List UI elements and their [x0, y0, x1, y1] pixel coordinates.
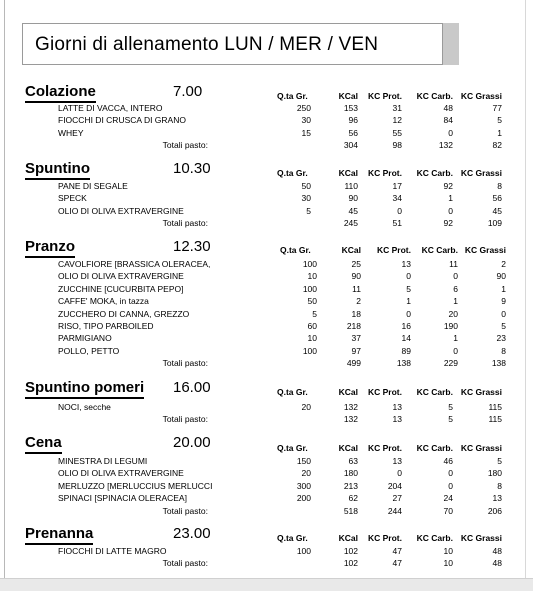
- value-cell: 11: [449, 259, 458, 269]
- value-cell: 1: [406, 296, 411, 307]
- value-cell: 92: [443, 181, 453, 191]
- food-name: FIOCCHI DI CRUSCA DI GRANO: [58, 115, 186, 126]
- meal-time: 23.00: [173, 525, 211, 542]
- food-name: OLIO DI OLIVA EXTRAVERGINE: [58, 205, 184, 216]
- column-header: Q.ta Gr.: [277, 533, 308, 543]
- value-cell: 60: [307, 321, 317, 331]
- food-name: ZUCCHINE [CUCURBITA PEPO]: [58, 283, 184, 294]
- total-cell: 70: [443, 505, 453, 516]
- value-cell: 56: [348, 127, 358, 138]
- value-cell: 97: [351, 345, 361, 356]
- value-cell: 100: [302, 345, 317, 356]
- column-header: KC Carb.: [416, 168, 453, 178]
- meal-name: Cena: [25, 434, 62, 454]
- value-cell: 110: [344, 181, 358, 191]
- value-cell: 13: [401, 259, 411, 269]
- value-cell: 18: [351, 308, 361, 319]
- value-cell: 30: [301, 193, 311, 204]
- value-cell: 56: [492, 193, 502, 204]
- food-name: WHEY: [58, 127, 84, 138]
- column-header: KCal: [341, 245, 361, 255]
- total-cell: 82: [492, 140, 502, 151]
- column-header: Q.ta Gr.: [277, 168, 308, 178]
- food-name: POLLO, PETTO: [58, 345, 120, 356]
- column-header: KC Prot.: [368, 91, 402, 101]
- value-cell: 1: [453, 296, 458, 307]
- value-cell: 2: [356, 296, 361, 307]
- meal-time: 10.30: [173, 160, 211, 177]
- meal-name: Spuntino: [25, 160, 90, 180]
- value-cell: 5: [312, 308, 317, 319]
- value-cell: 8: [497, 181, 502, 191]
- total-cell: 47: [392, 558, 402, 569]
- value-cell: 20: [301, 468, 311, 479]
- value-cell: 100: [302, 259, 317, 269]
- value-cell: 5: [406, 283, 411, 294]
- value-cell: 10: [307, 271, 317, 282]
- value-cell: 150: [296, 456, 311, 466]
- value-cell: 15: [301, 127, 311, 138]
- total-label: Totali pasto:: [162, 218, 208, 229]
- value-cell: 50: [307, 296, 317, 307]
- value-cell: 5: [501, 321, 506, 331]
- page-title: Giorni di allenamento LUN / MER / VEN: [35, 34, 379, 55]
- food-name: PANE DI SEGALE: [58, 181, 128, 191]
- total-cell: 229: [443, 358, 458, 369]
- meal-name: Prenanna: [25, 525, 93, 545]
- value-cell: 5: [497, 115, 502, 126]
- total-label: Totali pasto:: [162, 505, 208, 516]
- value-cell: 37: [351, 333, 361, 344]
- column-header: KCal: [338, 443, 358, 453]
- value-cell: 200: [296, 493, 311, 504]
- food-name: NOCI, secche: [58, 402, 111, 412]
- value-cell: 46: [443, 456, 453, 466]
- value-cell: 11: [352, 283, 361, 294]
- meal-time: 20.00: [173, 434, 211, 451]
- column-header: KC Grassi: [460, 533, 502, 543]
- value-cell: 1: [501, 283, 506, 294]
- value-cell: 0: [397, 468, 402, 479]
- value-cell: 180: [343, 468, 358, 479]
- meal-time: 12.30: [173, 238, 211, 255]
- food-name: SPECK: [58, 193, 87, 204]
- value-cell: 6: [453, 283, 458, 294]
- total-cell: 138: [491, 358, 506, 369]
- value-cell: 47: [392, 546, 402, 556]
- value-cell: 34: [392, 193, 402, 204]
- column-header: KC Carb.: [416, 91, 453, 101]
- value-cell: 218: [346, 321, 361, 331]
- food-name: MERLUZZO [MERLUCCIUS MERLUCCI: [58, 480, 213, 491]
- column-header: KCal: [338, 168, 358, 178]
- total-cell: 244: [387, 505, 402, 516]
- value-cell: 100: [302, 283, 317, 294]
- value-cell: 90: [348, 193, 358, 204]
- value-cell: 45: [348, 205, 358, 216]
- total-label: Totali pasto:: [162, 140, 208, 151]
- value-cell: 204: [387, 480, 402, 491]
- value-cell: 77: [492, 103, 502, 113]
- column-header: KC Carb.: [416, 533, 453, 543]
- page-left-border: [4, 0, 5, 590]
- total-cell: 102: [343, 558, 358, 569]
- value-cell: 5: [306, 205, 311, 216]
- value-cell: 96: [348, 115, 358, 126]
- meal-time: 7.00: [173, 83, 203, 100]
- value-cell: 0: [397, 205, 402, 216]
- value-cell: 180: [487, 468, 502, 479]
- column-header: KC Grassi: [460, 443, 502, 453]
- food-name: OLIO DI OLIVA EXTRAVERGINE: [58, 468, 184, 479]
- food-name: MINESTRA DI LEGUMI: [58, 456, 148, 466]
- column-header: KC Grassi: [460, 91, 502, 101]
- value-cell: 50: [301, 181, 311, 191]
- value-cell: 9: [501, 296, 506, 307]
- food-name: FIOCCHI DI LATTE MAGRO: [58, 546, 167, 556]
- column-header: KC Grassi: [464, 245, 506, 255]
- value-cell: 10: [443, 546, 453, 556]
- value-cell: 250: [296, 103, 311, 113]
- value-cell: 300: [296, 480, 311, 491]
- value-cell: 20: [301, 402, 311, 412]
- value-cell: 190: [443, 321, 458, 331]
- value-cell: 23: [496, 333, 506, 344]
- value-cell: 13: [392, 402, 402, 412]
- total-cell: 48: [492, 558, 502, 569]
- column-header: KC Carb.: [416, 387, 453, 397]
- value-cell: 30: [301, 115, 311, 126]
- value-cell: 16: [401, 321, 411, 331]
- value-cell: 115: [488, 402, 502, 412]
- value-cell: 14: [401, 333, 411, 344]
- total-cell: 13: [392, 414, 402, 425]
- total-cell: 92: [443, 218, 453, 229]
- value-cell: 0: [453, 345, 458, 356]
- food-name: CAFFE' MOKA, in tazza: [58, 296, 149, 307]
- total-cell: 109: [487, 218, 502, 229]
- food-name: ZUCCHERO DI CANNA, GREZZO: [58, 308, 190, 319]
- value-cell: 153: [343, 103, 358, 113]
- value-cell: 27: [392, 493, 402, 504]
- total-cell: 51: [392, 218, 402, 229]
- total-cell: 132: [438, 140, 453, 151]
- value-cell: 8: [501, 345, 506, 356]
- column-header: Q.ta Gr.: [280, 245, 311, 255]
- total-cell: 304: [343, 140, 358, 151]
- value-cell: 213: [343, 480, 358, 491]
- value-cell: 8: [497, 480, 502, 491]
- value-cell: 13: [492, 493, 502, 504]
- value-cell: 0: [501, 308, 506, 319]
- food-name: RISO, TIPO PARBOILED: [58, 321, 154, 331]
- column-header: KCal: [338, 533, 358, 543]
- meal-name: Colazione: [25, 83, 96, 103]
- value-cell: 132: [343, 402, 358, 412]
- value-cell: 63: [348, 456, 358, 466]
- meal-time: 16.00: [173, 379, 211, 396]
- column-header: KC Prot.: [368, 387, 402, 397]
- column-header: KC Grassi: [460, 168, 502, 178]
- value-cell: 62: [348, 493, 358, 504]
- page-bottom-edge: [0, 578, 533, 591]
- value-cell: 90: [351, 271, 361, 282]
- value-cell: 89: [401, 345, 411, 356]
- food-name: SPINACI [SPINACIA OLERACEA]: [58, 493, 187, 504]
- value-cell: 1: [448, 193, 453, 204]
- total-cell: 98: [392, 140, 402, 151]
- column-header: KC Carb.: [416, 443, 453, 453]
- value-cell: 100: [296, 546, 311, 556]
- value-cell: 2: [501, 259, 506, 269]
- total-cell: 132: [343, 414, 358, 425]
- value-cell: 0: [406, 271, 411, 282]
- total-cell: 206: [487, 505, 502, 516]
- total-cell: 245: [343, 218, 358, 229]
- column-header: KCal: [338, 91, 358, 101]
- column-header: KC Carb.: [421, 245, 458, 255]
- column-header: KC Prot.: [377, 245, 411, 255]
- column-header: Q.ta Gr.: [277, 443, 308, 453]
- value-cell: 0: [448, 480, 453, 491]
- value-cell: 1: [497, 127, 502, 138]
- food-name: LATTE DI VACCA, INTERO: [58, 103, 163, 113]
- value-cell: 102: [343, 546, 358, 556]
- column-header: KC Prot.: [368, 443, 402, 453]
- total-cell: 138: [396, 358, 411, 369]
- column-header: Q.ta Gr.: [277, 91, 308, 101]
- title-frame: [22, 23, 443, 65]
- value-cell: 48: [492, 546, 502, 556]
- total-label: Totali pasto:: [162, 358, 208, 369]
- value-cell: 48: [443, 103, 453, 113]
- value-cell: 10: [307, 333, 317, 344]
- title-box: [22, 23, 459, 65]
- value-cell: 1: [453, 333, 458, 344]
- column-header: KC Prot.: [368, 168, 402, 178]
- value-cell: 90: [496, 271, 506, 282]
- value-cell: 0: [406, 308, 411, 319]
- value-cell: 5: [448, 402, 453, 412]
- column-header: Q.ta Gr.: [277, 387, 308, 397]
- food-name: PARMIGIANO: [58, 333, 112, 344]
- value-cell: 25: [351, 259, 361, 269]
- total-cell: 518: [343, 505, 358, 516]
- total-cell: 115: [488, 414, 502, 425]
- column-header: KC Grassi: [460, 387, 502, 397]
- value-cell: 24: [443, 493, 453, 504]
- page-right-border: [525, 0, 526, 590]
- value-cell: 0: [448, 468, 453, 479]
- value-cell: 55: [392, 127, 402, 138]
- total-cell: 5: [448, 414, 453, 425]
- column-header: KCal: [338, 387, 358, 397]
- value-cell: 31: [392, 103, 402, 113]
- total-cell: 499: [346, 358, 361, 369]
- value-cell: 45: [492, 205, 502, 216]
- meal-name: Spuntino pomeri: [25, 379, 144, 399]
- value-cell: 13: [392, 456, 402, 466]
- value-cell: 12: [392, 115, 402, 126]
- total-label: Totali pasto:: [162, 414, 208, 425]
- food-name: OLIO DI OLIVA EXTRAVERGINE: [58, 271, 184, 282]
- value-cell: 0: [448, 127, 453, 138]
- total-cell: 10: [443, 558, 453, 569]
- value-cell: 17: [392, 181, 402, 191]
- meal-name: Pranzo: [25, 238, 75, 258]
- total-label: Totali pasto:: [162, 558, 208, 569]
- value-cell: 0: [453, 271, 458, 282]
- value-cell: 20: [448, 308, 458, 319]
- food-name: CAVOLFIORE [BRASSICA OLERACEA,: [58, 259, 211, 269]
- value-cell: 0: [448, 205, 453, 216]
- column-header: KC Prot.: [368, 533, 402, 543]
- value-cell: 5: [497, 456, 502, 466]
- value-cell: 84: [443, 115, 453, 126]
